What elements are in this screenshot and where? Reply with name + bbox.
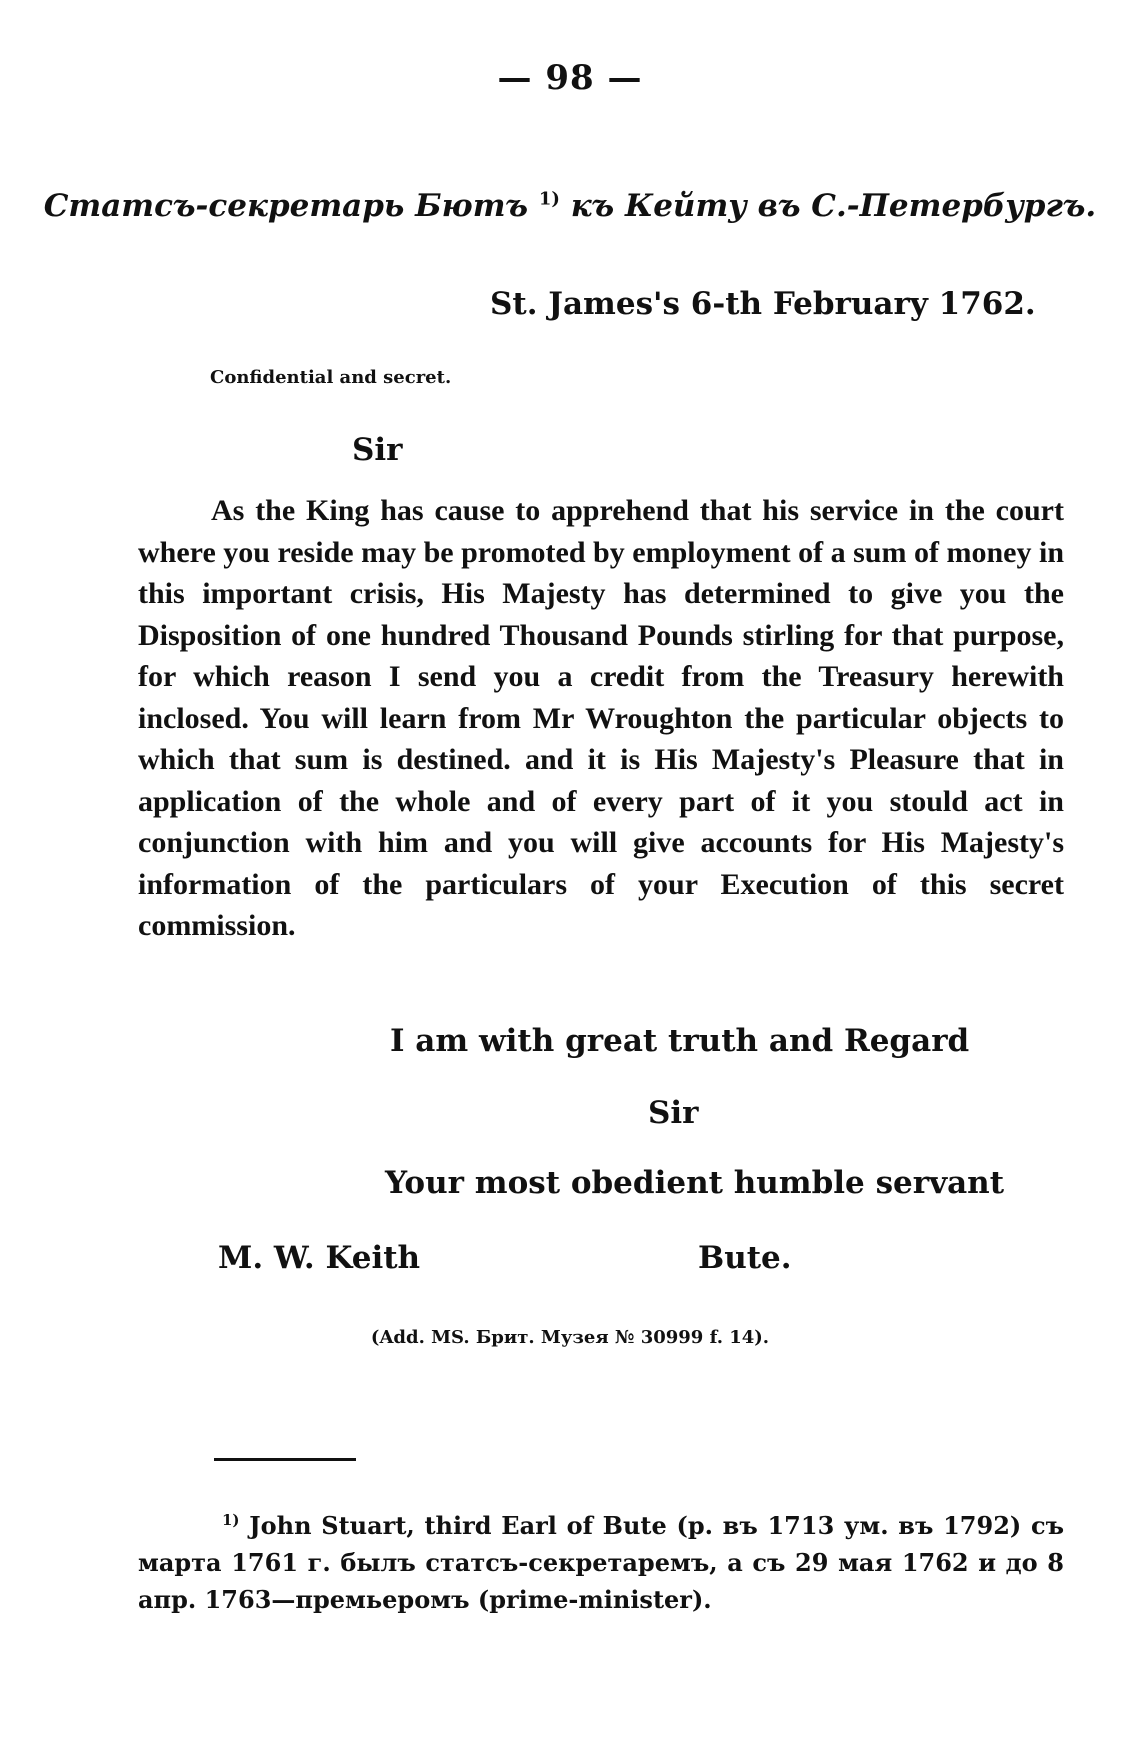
heading-text-after: къ Кейту въ С.-Петербургъ. <box>570 188 1097 224</box>
addressee: M. W. Keith <box>218 1240 421 1276</box>
letter-body: As the King has cause to apprehend that his service in the court where you reside may be promoted by employment of a sum of money in this important crisis, His Majesty has determined to give you the Disposition of one hundred Thousand Pounds stirling for that purpose, for which reason I send you a credit from the Treasury herewith inclosed. You will learn from Mr Wroughton the particular objects to which that sum is destined. and it is His Majesty's Pleasure that in application of the whole and of every part of it you stould act in conjunction with him and you will give accounts for His Majesty's information of the particulars of your Execution of this secret commission. <box>138 494 1064 942</box>
footnote-mark: 1) <box>222 1511 240 1529</box>
document-heading <box>0 188 1140 224</box>
confidential-label: Confidential and secret. <box>210 367 452 388</box>
heading-text: Статсъ-секретарь Бютъ <box>43 188 529 224</box>
closing-line: I am with great truth and Regard <box>390 1023 970 1059</box>
salutation: Sir <box>352 432 403 468</box>
closing-sir: Sir <box>648 1095 699 1131</box>
footnote-divider <box>214 1458 356 1461</box>
closing-servant: Your most obedient humble servant <box>385 1165 1005 1201</box>
footnote <box>138 1502 1064 1618</box>
date-line: St. James's 6-th February 1762. <box>490 286 1036 322</box>
footnote-text: John Stuart, third Earl of Bute (р. въ 1713 ум. въ 1792) съ марта 1761 г. былъ статсъ-секретаремъ, а съ 29 мая 1762 и до 8 апр. 1763—премьеромъ (prime-minister). <box>138 1511 1064 1614</box>
source-note: (Add. MS. Брит. Музея № 30999 f. 14). <box>370 1327 770 1348</box>
heading-footnote-mark: 1) <box>538 188 560 210</box>
page-number: — 98 — <box>497 58 643 98</box>
signature: Bute. <box>698 1240 792 1276</box>
